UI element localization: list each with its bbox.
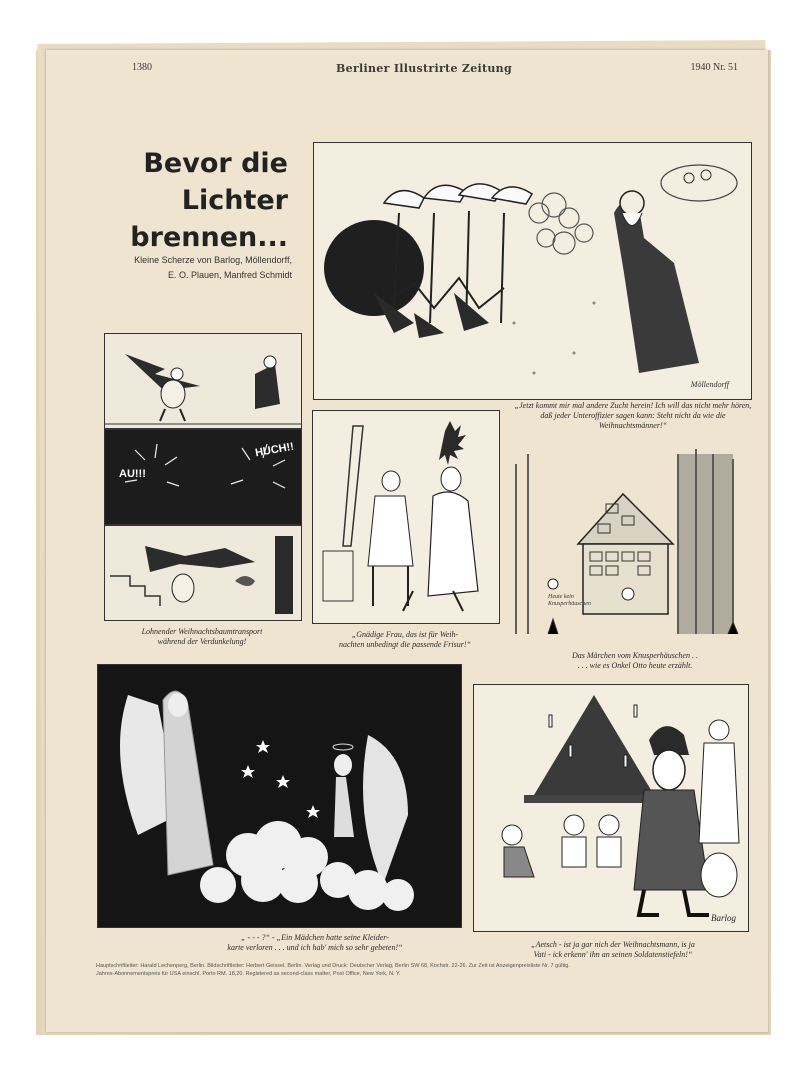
cartoon-gingerbread-house <box>508 444 758 646</box>
cartoon-hairdresser <box>312 410 500 624</box>
bubble-au: AU!!! <box>119 468 146 480</box>
bubble-huch: HUCH!! <box>254 440 295 460</box>
caption-gingerbread <box>515 651 755 671</box>
caption-line: Vati - ick erkenn' ihn an seinen Soldatenstiefeln!“ <box>533 950 693 959</box>
caption-angels <box>170 933 460 953</box>
cartoon-tree-panel-2 <box>104 429 302 525</box>
cartoon-signature: Barlog <box>710 913 736 923</box>
headline-line: brennen... <box>130 222 288 253</box>
caption-line: Das Märchen vom Knusperhäuschen . . <box>572 651 698 660</box>
gingerbread-sign: Heute kein Knusperhäuschen <box>548 594 591 607</box>
cartoon-tree-panel-3 <box>104 525 302 621</box>
caption-line: „Gnädige Frau, das ist für Weih- <box>351 630 459 639</box>
imprint-line: Jahres-Abonnementspreis für USA einschl. Porto RM. 18,20. Registered as second-class matter, Post Office, New York, N. Y. <box>96 971 401 977</box>
caption-tree-transport <box>104 627 300 647</box>
caption-line: Lohnender Weihnachtsbaumtransport <box>141 627 263 636</box>
page-number: 1380 <box>132 62 152 73</box>
cartoon-signature: Möllendorff <box>690 380 729 389</box>
caption-line: während der Verdunkelung! <box>157 637 247 646</box>
caption-line: . . . wie es Onkel Otto heute erzählt. <box>577 661 693 670</box>
page-header <box>90 62 758 78</box>
caption-soldiers-santa: „Jetzt kommt mir mal andere Zucht herein! Ich will das nicht mehr hören, daß jeder Unteroffizier sagen kann: Steht nicht da wie die Weihnachtsmänner!“ <box>514 401 752 430</box>
cartoon-angels <box>97 664 462 928</box>
headline-line: Bevor die <box>143 148 288 179</box>
cartoon-soldiers-santa <box>313 142 752 400</box>
imprint-line: Hauptschriftleiter: Harald Lechenperg, Berlin. Bildschriftleiter: Herbert Geissel, Berlin. Verlag und Druck: Deutscher Verlag, Berlin SW 68, Kochstr. 22-26. Zur Zeit ist Anzeigenpreisliste Nr. 7 gültig. <box>96 963 570 969</box>
caption-santa <box>478 940 748 960</box>
caption-line: „Aetsch - ist ja gar nich der Weihnachtsmann, is ja <box>531 940 695 949</box>
byline-line: Kleine Scherze von Barlog, Möllendorff, <box>134 255 292 265</box>
article-headline <box>118 145 288 256</box>
caption-hairdresser <box>310 630 500 650</box>
masthead: Berliner Illustrirte Zeitung <box>336 62 512 75</box>
headline-line: Lichter <box>181 185 288 216</box>
cartoon-santa-father <box>473 684 749 932</box>
caption-line: karte verloren . . . und ich hab' mich so sehr gebeten!“ <box>227 943 403 952</box>
imprint-footer <box>96 962 756 978</box>
article-byline <box>100 253 292 283</box>
caption-line: nachten unbedingt die passende Frisur!“ <box>339 640 471 649</box>
caption-line: „ - - - ?“ - „Ein Mädchen hatte seine Kleider- <box>241 933 389 942</box>
cartoon-tree-panel-1 <box>104 333 302 429</box>
byline-line: E. O. Plauen, Manfred Schmidt <box>167 270 292 280</box>
issue-number: 1940 Nr. 51 <box>690 62 738 73</box>
